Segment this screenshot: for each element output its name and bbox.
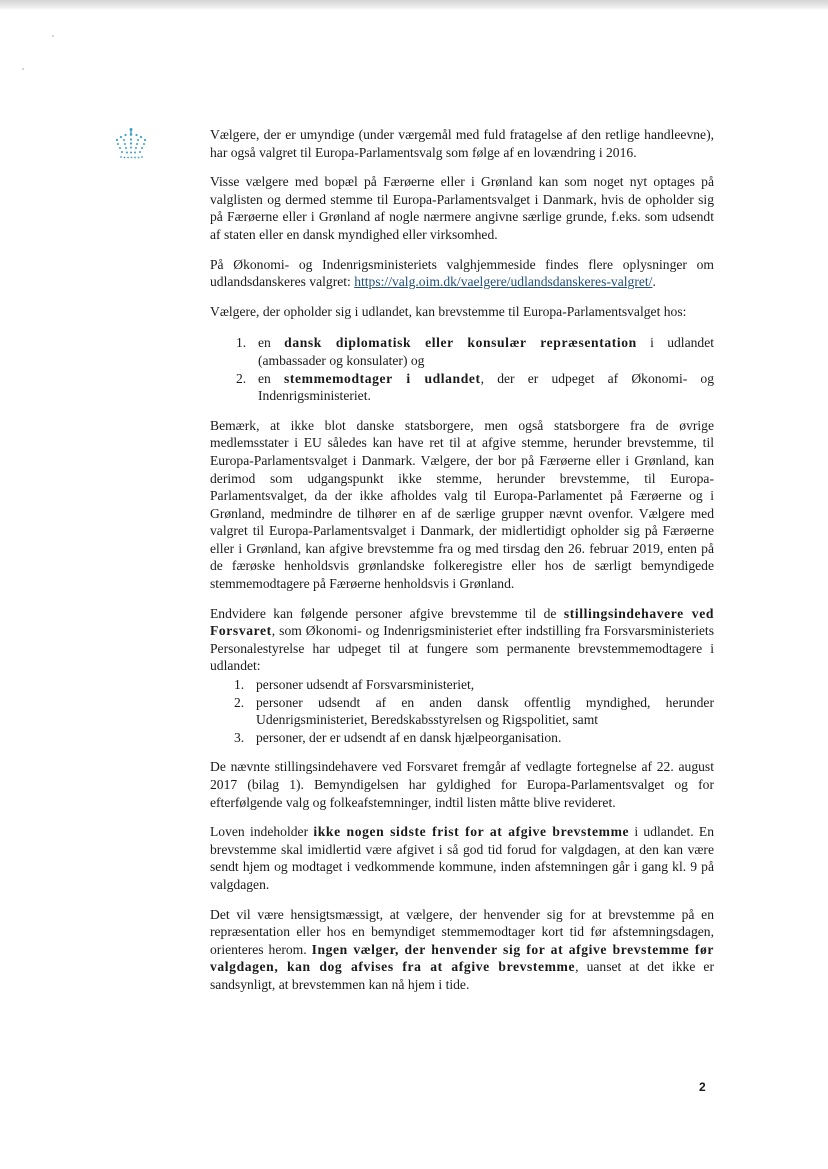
paragraph-text: Loven indeholder	[210, 824, 314, 840]
paragraph: Vælgere, der opholder sig i udlandet, kan brevstemme til Europa-Parlamentsvalget hos:	[210, 303, 687, 319]
list-item	[234, 694, 714, 729]
scan-speck	[52, 35, 54, 37]
list-number: 1.	[236, 335, 247, 351]
list-item	[234, 729, 714, 747]
scan-speck	[22, 68, 24, 70]
brevstemme-locations-list	[210, 334, 714, 404]
persons-list	[210, 676, 714, 746]
list-text: en	[258, 370, 284, 386]
list-number: 2.	[236, 370, 247, 386]
paragraph: Vælgere, der er umyndige (under værgemål med fuld fratagelse af den retlige handleevne), har også valgret til Europa-Parlamentsvalg som følge af en lovændring i 2016.	[210, 127, 714, 160]
scan-top-edge	[0, 0, 828, 10]
paragraph: Bemærk, at ikke blot danske statsborgere, men også statsborgere fra de øvrige medlemsstater i EU således kan have ret til at afgive stemme, herunder brevstemme, til Europa-Parlamentsvalget i Danmark. Vælgere, der bor på Færøerne eller i Grønland, kan derimod som udgangspunkt ikke stemme, herunder brevstemme, til Europa-Parlamentsvalget, da der ikke afholdes valg til Europa-Parlamentet på Færøerne og i Grønland, medmindre de tilhører en af de særlige grupper nævnt ovenfor. Vælgere med valgret til Europa-Parlamentsvalget i Danmark, der midlertidigt opholder sig på Færøerne eller i Grønland, kan afgive brevstemme fra og med tirsdag den 26. februar 2019, enten på de færøske henholdsvis grønlandske folkeregistre eller hos de særligt bemyndigede stemmemodtagere på Færøerne henholdsvis i Grønland.	[210, 417, 714, 592]
list-text: en	[258, 335, 285, 351]
list-text: , der er udpeget af Økonomi- og Indenrigsministeriet.	[258, 370, 714, 404]
letter-body	[210, 126, 714, 1006]
paragraph-text: Endvidere kan følgende personer afgive brevstemme til de	[210, 605, 564, 621]
list-emphasis: stemmemodtager i udlandet	[284, 370, 481, 386]
paragraph-text: , som Økonomi- og Indenrigsministeriet efter indstilling fra Forsvarsministeriets Personalestyrelse har udpeget til at fungere som permanente brevstemmemodtagere i udlandet:	[210, 623, 714, 674]
list-number: 3.	[234, 729, 245, 745]
list-text: personer udsendt af Forsvarsministeriet,	[256, 677, 475, 693]
paragraph-text: i udlandet. En brevstemme skal imidlertid være afgivet i så god tid forud for valgdagen, at den kan være sendt hjem og modtaget i vedkommende kommune, inden afstemningen går i gang kl. 9 på valgdagen.	[210, 824, 714, 892]
punctuation: .	[652, 274, 656, 290]
list-emphasis: dansk diplomatisk eller konsulær repræsentation	[284, 335, 637, 351]
paragraph-emphasis: Ingen vælger, der henvender sig for at afgive brevstemme før valgdagen, kan dog afvises fra at afgive brevstemme	[210, 941, 714, 975]
crown-logo-icon	[112, 127, 150, 161]
paragraph	[210, 823, 714, 893]
paragraph: Visse vælgere med bopæl på Færøerne eller i Grønland kan som noget nyt optages på valglisten og dermed stemme til Europa-Parlamentsvalget i Danmark, hvis de opholder sig på Færøerne eller i Grønland af nogle nærmere angivne særlige grunde, f.eks. som udsendt af staten eller en dansk myndighed eller virksomhed.	[210, 174, 714, 242]
list-item	[236, 370, 714, 405]
paragraph-text: , uanset at det ikke er sandsynligt, at brevstemmen kan nå hjem i tide.	[210, 959, 714, 992]
list-text: personer, der er udsendt af en dansk hjælpeorganisation.	[256, 729, 562, 745]
list-item	[236, 334, 715, 369]
list-number: 2.	[234, 694, 245, 710]
list-item	[234, 676, 714, 694]
list-text: personer udsendt af en anden dansk offentlig myndighed, herunder Udenrigsministeriet, Beredskabsstyrelsen og Rigspolitiet, samt	[256, 694, 714, 728]
list-number: 1.	[234, 677, 245, 693]
paragraph-text: På Økonomi- og Indenrigsministeriets valghjemmeside findes flere oplysninger om udlandsdanskeres valgret:	[210, 256, 714, 290]
paragraph-emphasis: stillingsindehavere ved Forsvaret	[210, 605, 714, 639]
paragraph-emphasis: ikke nogen sidste frist for at afgive brevstemme	[313, 824, 630, 840]
list-text: i udlandet (ambassader og konsulater) og	[258, 335, 715, 368]
page-number: 2	[699, 1080, 706, 1094]
paragraph	[210, 256, 714, 291]
valgret-link[interactable]: https://valg.oim.dk/vaelgere/udlandsdanskeres-valgret/	[354, 274, 653, 290]
paragraph	[210, 605, 714, 675]
paragraph: De nævnte stillingsindehavere ved Forsvaret fremgår af vedlagte fortegnelse af 22. august 2017 (bilag 1). Bemyndigelsen har gyldighed for Europa-Parlamentsvalget og for efterfølgende valg og folkeafstemninger, indtil listen måtte blive revideret.	[210, 759, 714, 810]
paragraph	[210, 906, 714, 994]
paragraph-text: Det vil være hensigtsmæssigt, at vælgere, der henvender sig for at brevstemme på en repræsentation eller hos en bemyndiget stemmemodtager kort tid før afstemningsdagen, orienteres herom.	[210, 906, 714, 957]
